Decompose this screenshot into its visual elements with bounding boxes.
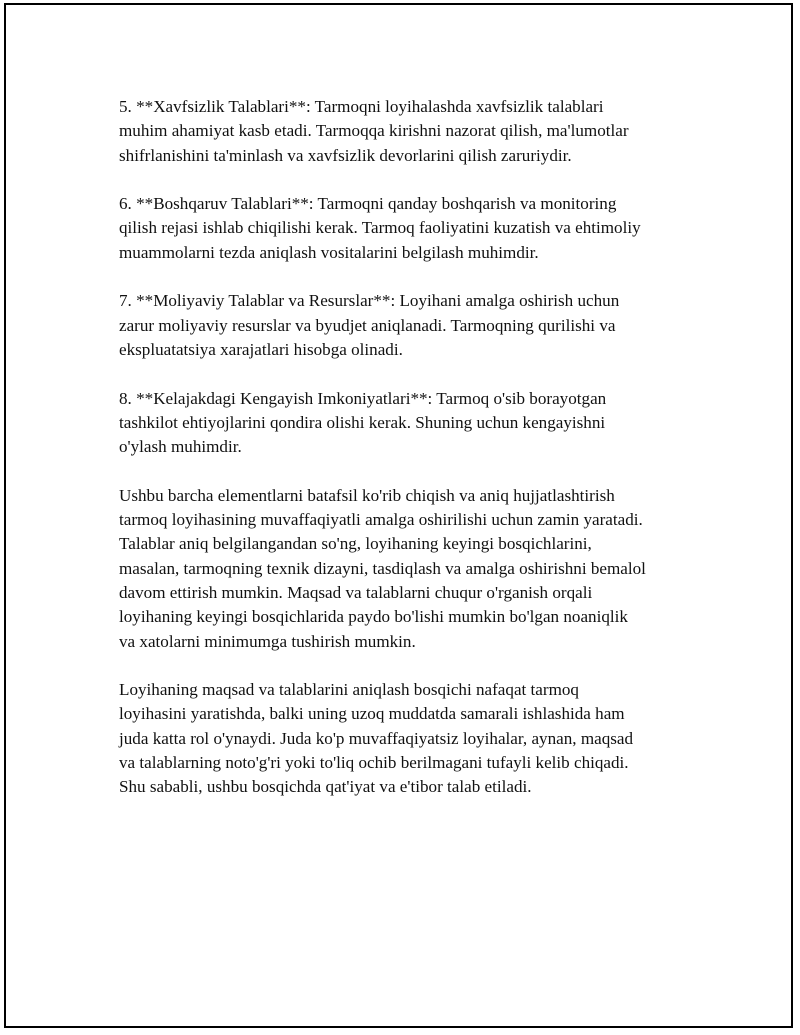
text-line: shifrlanishini ta'minlash va xavfsizlik devorlarini qilish zaruriydir. xyxy=(119,145,572,165)
paragraph-summary xyxy=(119,484,699,654)
paragraph-expansion-capabilities xyxy=(119,387,699,460)
text-line: juda katta rol o'ynaydi. Juda ko'p muvaffaqiyatsiz loyihalar, aynan, maqsad xyxy=(119,728,634,748)
text-line: tashkilot ehtiyojlarini qondira olishi kerak. Shuning uchun kengayishni xyxy=(119,412,606,432)
text-line: loyihasini yaratishda, balki uning uzoq muddatda samarali ishlashida ham xyxy=(119,704,625,724)
text-line: va xatolarni minimumga tushirish mumkin. xyxy=(119,631,416,651)
text-line: tarmoq loyihasining muvaffaqiyatli amalga oshirilishi uchun zamin yaratadi. xyxy=(119,510,643,530)
text-line: masalan, tarmoqning texnik dizayni, tasdiqlash va amalga oshirishni bemalol xyxy=(119,558,646,578)
text-line: 7. **Moliyaviy Talablar va Resurslar**: Loyihani amalga oshirish uchun xyxy=(119,291,620,311)
text-line: muhim ahamiyat kasb etadi. Tarmoqqa kirishni nazorat qilish, ma'lumotlar xyxy=(119,121,629,141)
paragraph-management-requirements xyxy=(119,192,699,265)
text-line: loyihaning keyingi bosqichlarida paydo bo'lishi mumkin bo'lgan noaniqlik xyxy=(119,607,628,627)
page-frame xyxy=(4,3,793,1028)
text-line: davom ettirish mumkin. Maqsad va talablarni chuqur o'rganish orqali xyxy=(119,582,593,602)
paragraph-security-requirements xyxy=(119,95,699,168)
text-line: o'ylash muhimdir. xyxy=(119,437,242,457)
text-line: zarur moliyaviy resurslar va byudjet aniqlanadi. Tarmoqning qurilishi va xyxy=(119,315,616,335)
text-line: ekspluatatsiya xarajatlari hisobga olinadi. xyxy=(119,339,403,359)
text-line: Shu sababli, ushbu bosqichda qat'iyat va e'tibor talab etiladi. xyxy=(119,777,532,797)
text-line: 6. **Boshqaruv Talablari**: Tarmoqni qanday boshqarish va monitoring xyxy=(119,194,617,214)
document-body xyxy=(119,95,699,824)
text-line: Ushbu barcha elementlarni batafsil ko'rib chiqish va aniq hujjatlashtirish xyxy=(119,485,615,505)
text-line: muammolarni tezda aniqlash vositalarini belgilash muhimdir. xyxy=(119,242,539,262)
text-line: Loyihaning maqsad va talablarini aniqlash bosqichi nafaqat tarmoq xyxy=(119,680,579,700)
text-line: 5. **Xavfsizlik Talablari**: Tarmoqni loyihalashda xavfsizlik talablari xyxy=(119,97,604,116)
text-line: Talablar aniq belgilangandan so'ng, loyihaning keyingi bosqichlarini, xyxy=(119,534,592,554)
paragraph-conclusion xyxy=(119,678,699,799)
text-line: qilish rejasi ishlab chiqilishi kerak. Tarmoq faoliyatini kuzatish va ehtimoliy xyxy=(119,218,641,238)
paragraph-financial-requirements xyxy=(119,289,699,362)
text-line: va talablarning noto'g'ri yoki to'liq ochib berilmagani tufayli kelib chiqadi. xyxy=(119,753,629,773)
text-line: 8. **Kelajakdagi Kengayish Imkoniyatlari**: Tarmoq o'sib borayotgan xyxy=(119,388,607,408)
